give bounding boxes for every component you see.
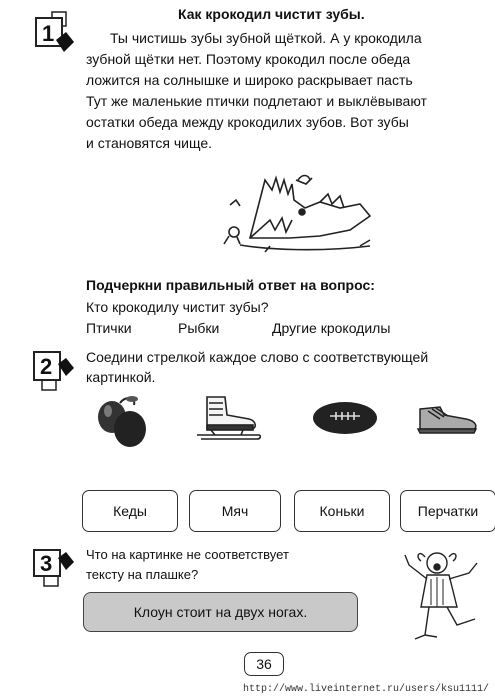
word-button-sneakers[interactable]: Кеды [82,490,178,532]
clown-illustration[interactable] [397,545,489,645]
text-line: Ты чистишь зубы зубной щёткой. А у крокодила [110,30,422,46]
answer-option-fish[interactable]: Рыбки [178,320,220,336]
page-number: 36 [244,652,284,676]
answer-option-birds[interactable]: Птички [86,320,132,336]
task-2-number: 2 [40,354,53,379]
word-button-gloves[interactable]: Перчатки [400,490,495,532]
task-2-text [86,347,428,387]
text-line: ложится на солнышке и широко раскрывает пасть [86,72,413,88]
task-3-badge [30,548,74,592]
task-3-number: 3 [40,551,53,576]
task-1-badge [30,10,74,56]
text-line: Тут же маленькие птички подлетают и выклёвывают [86,93,427,109]
question-heading: Подчеркни правильный ответ на вопрос: [86,277,375,293]
football-ball-picture[interactable] [312,400,378,436]
ice-skate-picture[interactable] [193,395,263,443]
text-line: Соедини стрелкой каждое слово с соответствующей [86,349,429,365]
statement-plate: Клоун стоит на двух ногах. [83,592,358,632]
task-1-number: 1 [42,21,55,46]
word-button-skates[interactable]: Коньки [294,490,390,532]
text-line: тексту на плашке? [86,567,199,582]
task-2-badge [30,350,74,396]
crocodile-illustration [210,160,380,260]
text-line: и становятся чище. [86,135,213,151]
task-1-title: Как крокодил чистит зубы. [178,6,365,22]
sneaker-picture[interactable] [414,403,480,435]
watermark-url: http://www.liveinternet.ru/users/ksu1111/ [242,684,489,695]
boxing-gloves-picture[interactable] [92,393,154,451]
task-3-text [86,545,289,585]
text-line: остатки обеда между крокодилих зубов. Вот зубы [86,114,409,130]
answer-option-crocodiles[interactable]: Другие крокодилы [272,320,391,336]
text-line: зубной щётки нет. Поэтому крокодил после обеда [86,51,411,67]
text-line: Что на картинке не соответствует [86,547,289,562]
task-1-text [86,28,491,154]
question-text: Кто крокодилу чистит зубы? [86,299,269,315]
text-line: картинкой. [86,369,156,385]
word-button-ball[interactable]: Мяч [189,490,281,532]
